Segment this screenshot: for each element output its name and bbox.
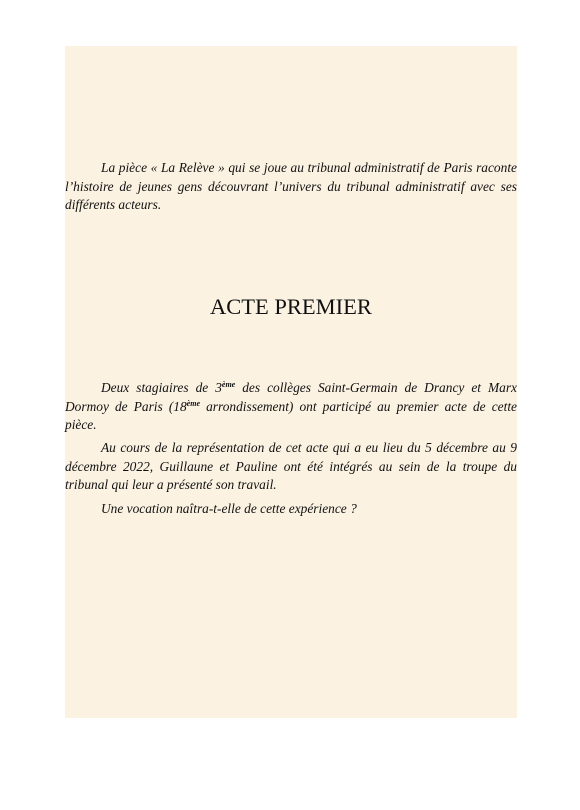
- interns-text-1: Deux stagiaires de 3: [101, 380, 222, 395]
- superscript-eme-1: ème: [221, 380, 236, 389]
- document-page: [65, 46, 517, 718]
- intro-paragraph: La pièce « La Relève » qui se joue au tribunal administratif de Paris raconte l’histoire de jeunes gens découvrant l’univers du tribunal administratif avec ses différents acteurs.: [65, 160, 517, 212]
- interns-text-2: des collèges Saint-Germain de Drancy et Marx Dormoy de Paris (18: [65, 380, 517, 414]
- superscript-eme-2: ème: [186, 398, 200, 408]
- interns-text-3: arrondissement) ont participé au premier acte de cette pièce.: [65, 398, 517, 432]
- vocation-paragraph: Une vocation naîtra-t-elle de cette expérience ?: [101, 501, 357, 516]
- performance-paragraph: Au cours de la représentation de cet acte qui a eu lieu du 5 décembre au 9 décembre 2022, Guillaune et Pauline ont été intégrés au sein de la troupe du tribunal qui leur a présenté son travail.: [65, 440, 517, 492]
- act-title: ACTE PREMIER: [210, 294, 372, 319]
- interns-paragraph: [65, 379, 517, 435]
